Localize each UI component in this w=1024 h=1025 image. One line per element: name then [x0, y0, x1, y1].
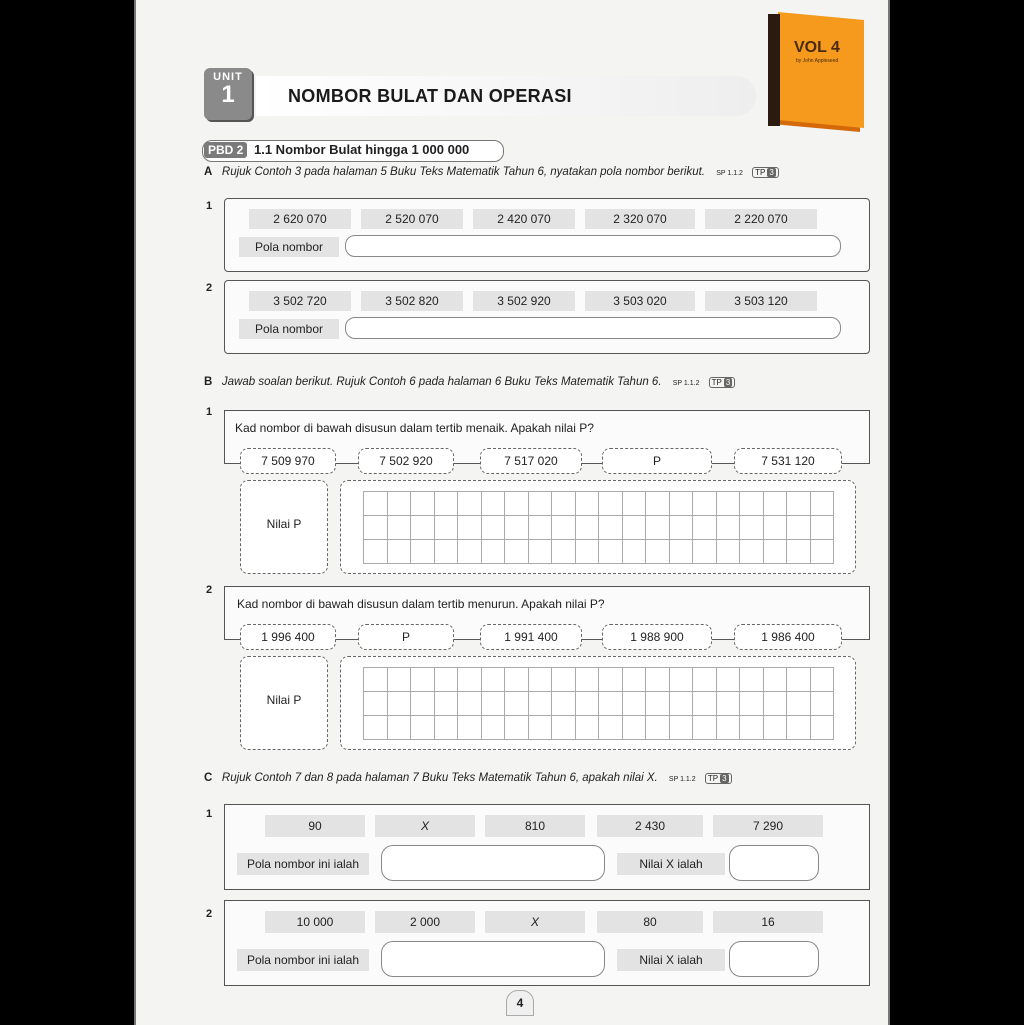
section-c-sp: SP 1.1.2	[668, 776, 696, 783]
b-q1-card: 7 502 920	[358, 448, 454, 474]
c-q2-nilai-label: Nilai X ialah	[617, 949, 725, 971]
section-c-tp: TP 3	[705, 773, 732, 784]
a-q2-value: 3 503 020	[585, 291, 695, 311]
section-b-sp: SP 1.1.2	[672, 380, 700, 387]
c-q2-pola-field[interactable]	[381, 941, 605, 977]
b-q2-card: 1 988 900	[602, 624, 712, 650]
a-q1-value: 2 320 070	[585, 209, 695, 229]
b-q2-card: 1 991 400	[480, 624, 582, 650]
c-q1-value: 7 290	[713, 815, 823, 837]
unit-badge	[204, 68, 252, 120]
c-q1-value: 2 430	[597, 815, 703, 837]
c-q1-pola-label: Pola nombor ini ialah	[237, 853, 369, 875]
a-q1-box	[224, 198, 870, 272]
a-q2-value: 3 502 920	[473, 291, 575, 311]
a-q1-value: 2 420 070	[473, 209, 575, 229]
section-c-instruction	[204, 772, 884, 784]
section-a-text: Rujuk Contoh 3 pada halaman 5 Buku Teks Matematik Tahun 6, nyatakan pola nombor berikut.	[221, 166, 705, 178]
a-q1-value: 2 220 070	[705, 209, 817, 229]
b-q2-nilai-label: Nilai P	[266, 693, 302, 707]
b-q1-card: 7 509 970	[240, 448, 336, 474]
workbook-page	[134, 0, 890, 1025]
c-q2-value: 80	[597, 911, 703, 933]
a-q2-label: Pola nombor	[239, 319, 339, 339]
section-b-letter: B	[204, 376, 213, 388]
c-q2-value: 10 000	[265, 911, 365, 933]
a-q1-number: 1	[206, 200, 213, 212]
unit-number: 1	[221, 81, 235, 108]
b-q1-question: Kad nombor di bawah disusun dalam tertib menaik. Apakah nilai P?	[235, 421, 594, 435]
section-a-sp: SP 1.1.2	[716, 170, 743, 177]
b-q1-number: 1	[206, 406, 213, 418]
c-q2-number: 2	[206, 908, 213, 920]
c-q1-value: 810	[485, 815, 585, 837]
a-q2-answer-field[interactable]	[345, 317, 841, 339]
c-q2-box	[224, 900, 870, 986]
a-q2-box	[224, 280, 870, 354]
c-q1-nilai-label: Nilai X ialah	[617, 853, 725, 875]
b-q1-working-area[interactable]	[340, 480, 856, 574]
unit-title: NOMBOR BULAT DAN OPERASI	[288, 86, 572, 106]
section-b-tp: TP 3	[709, 377, 736, 388]
c-q1-nilai-field[interactable]	[729, 845, 819, 881]
b-q2-number: 2	[206, 584, 213, 596]
b-q2-working-area[interactable]	[340, 656, 856, 750]
b-q2-question: Kad nombor di bawah disusun dalam tertib menurun. Apakah nilai P?	[237, 597, 605, 611]
subtopic-title: 1.1 Nombor Bulat hingga 1 000 000	[254, 142, 470, 157]
section-c-letter: C	[204, 772, 213, 784]
c-q2-value: 16	[713, 911, 823, 933]
c-q2-value: 2 000	[375, 911, 475, 933]
a-q1-label: Pola nombor	[239, 237, 339, 257]
section-a-tp: TP 3	[752, 167, 779, 178]
a-q1-value: 2 620 070	[249, 209, 351, 229]
book-sub: by John Appleseed	[796, 58, 839, 64]
b-q1-card: 7 517 020	[480, 448, 582, 474]
b-q1-card-p: P	[602, 448, 712, 474]
pbd-badge: PBD 2	[204, 142, 247, 158]
b-q1-nilai-label: Nilai P	[266, 517, 302, 531]
b-q2-card-p: P	[358, 624, 454, 650]
a-q2-value: 3 502 720	[249, 291, 351, 311]
book-label: VOL 4	[794, 39, 840, 56]
b-q2-card: 1 996 400	[240, 624, 336, 650]
b-q1-card: 7 531 120	[734, 448, 842, 474]
a-q2-value: 3 502 820	[361, 291, 463, 311]
b-q1-nilai-box	[240, 480, 328, 574]
section-a-letter: A	[204, 166, 213, 178]
b-q2-nilai-box	[240, 656, 328, 750]
section-a-instruction	[204, 166, 884, 178]
b-q2-card: 1 986 400	[734, 624, 842, 650]
b-q1-grid	[363, 491, 834, 564]
a-q2-value: 3 503 120	[705, 291, 817, 311]
c-q1-number: 1	[206, 808, 213, 820]
unit-word: UNIT	[213, 71, 243, 83]
c-q1-pola-field[interactable]	[381, 845, 605, 881]
c-q1-box	[224, 804, 870, 890]
a-q1-answer-field[interactable]	[345, 235, 841, 257]
c-q2-pola-label: Pola nombor ini ialah	[237, 949, 369, 971]
c-q2-value-x: X	[485, 911, 585, 933]
b-q2-grid	[363, 667, 834, 740]
c-q1-value-x: X	[375, 815, 475, 837]
section-b-instruction	[204, 376, 884, 388]
a-q2-number: 2	[206, 282, 213, 294]
a-q1-value: 2 520 070	[361, 209, 463, 229]
book-icon	[764, 8, 868, 136]
c-q2-nilai-field[interactable]	[729, 941, 819, 977]
section-c-text: Rujuk Contoh 7 dan 8 pada halaman 7 Buku Teks Matematik Tahun 6, apakah nilai X.	[221, 772, 658, 784]
page-number: 4	[506, 990, 534, 1016]
section-b-text: Jawab soalan berikut. Rujuk Contoh 6 pada halaman 6 Buku Teks Matematik Tahun 6.	[221, 376, 662, 388]
c-q1-value: 90	[265, 815, 365, 837]
